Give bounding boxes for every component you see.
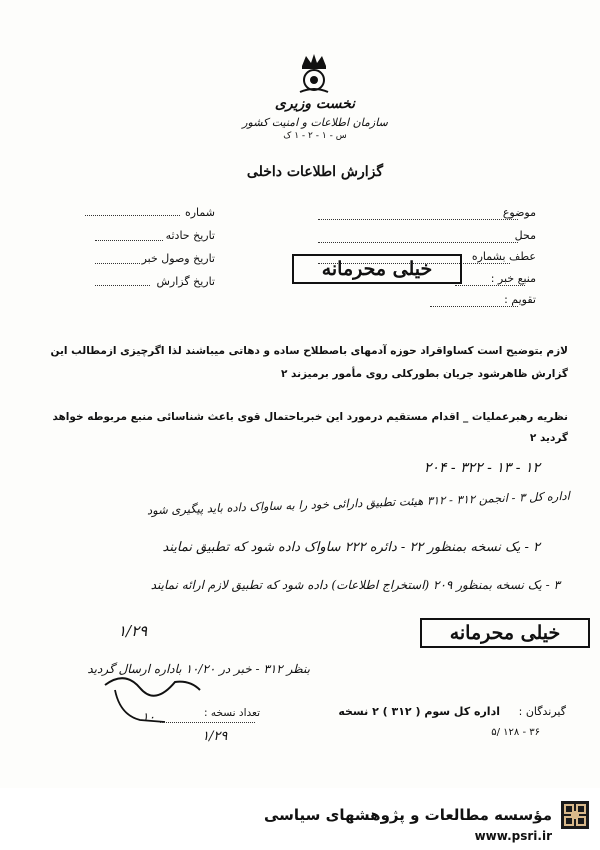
organization-name: سازمان اطلاعات و امنیت کشور	[242, 116, 388, 129]
watermark-institute-name: مؤسسه مطالعات و پژوهشهای سیاسی	[263, 806, 552, 824]
field-number-line	[85, 215, 180, 216]
field-subject-label: موضوع	[502, 206, 536, 219]
field-received-date-line	[95, 263, 140, 264]
field-source-line	[455, 285, 525, 286]
handwritten-bottom-date: ۱/۲۹	[202, 729, 228, 744]
ministry-title: نخست وزیری	[274, 96, 356, 112]
field-event-date-label: تاریخ حادثه	[165, 229, 215, 242]
operations-opinion-line-2: گردید ۲	[529, 432, 568, 444]
copies-line	[160, 722, 255, 723]
copies-label: تعداد نسخه :	[203, 707, 260, 719]
field-location-line	[318, 242, 518, 243]
field-subject-line	[318, 219, 518, 220]
handwritten-reference-numbers: ۱۲ - ۱۳ - ۳۲۲ - ۲۰۴	[423, 460, 540, 476]
lion-and-sun-crown-emblem	[294, 52, 334, 96]
field-calendar-line	[430, 306, 518, 307]
form-code-header: س - ۱ - ۲ - ۱ ک	[283, 131, 347, 141]
classification-stamp-top: خیلی محرمانه	[292, 254, 462, 284]
form-title: گزارش اطلاعات داخلی	[246, 164, 384, 180]
handwritten-signature-note: بنظر ۳۱۲ - خبر در ۱۰/۲۰ باداره ارسال گردید	[87, 662, 310, 676]
field-report-date-line	[95, 285, 150, 286]
copies-value: ۱۰	[142, 710, 155, 724]
field-reference-label: عطف بشماره	[471, 250, 536, 263]
field-event-date-line	[95, 240, 163, 241]
field-location-label: محل	[514, 229, 536, 242]
watermark-url[interactable]: www.psri.ir	[474, 829, 552, 843]
body-paragraph-1: لازم بتوضیح است کساواقراد حوزه آدمهای باصطلاح ساده و دهاتی میباشند لذا اگرچیزی ازمطالب این	[50, 345, 568, 357]
recipients-label: گیرندگان :	[518, 705, 566, 718]
handwritten-note-date: ۱/۲۹	[118, 622, 148, 640]
field-source-label: منبع خبر :	[490, 272, 536, 285]
handwritten-line-2: ۲ - یک نسخه بمنظور ۲۲ - دائره ۲۲۲ ساواک داده شود که تطبیق نمایند	[162, 540, 540, 555]
form-code-footer: ۳۶ - ۱۲۸ /۵	[491, 727, 540, 738]
field-received-date-label: تاریخ وصول خبر	[141, 252, 215, 265]
handwritten-line-3: ۳ - یک نسخه بمنظور ۲۰۹ (استخراج اطلاعات) داده شود که تطبیق لازم ارائه نمایند	[150, 578, 560, 592]
psri-logo-icon	[561, 801, 589, 829]
classification-stamp-bottom: خیلی محرمانه	[420, 618, 590, 648]
body-paragraph-2: گزارش ظاهرشود جریان بطورکلی روی مأمور برمیزند ۲	[280, 368, 568, 380]
handwritten-line-1: اداره کل ۳ - انجمن ۳۱۲ - ۳۱۲ هیئت تطبیق دارائی خود را به ساواک داده باید پیگیری شود	[146, 488, 571, 518]
field-report-date-label: تاریخ گزارش	[156, 275, 215, 288]
field-number-label: شماره	[184, 206, 215, 219]
recipients-value: اداره کل سوم ( ۳۱۲ ) ۲ نسخه	[338, 705, 500, 718]
field-calendar-label: تقویم :	[504, 293, 536, 306]
operations-opinion-line-1: نظریه رهبرعملیات _ اقدام مستقیم درمورد این خبرباحتمال قوی باعث شناسائی منبع مربوطه خواهد	[52, 411, 568, 423]
